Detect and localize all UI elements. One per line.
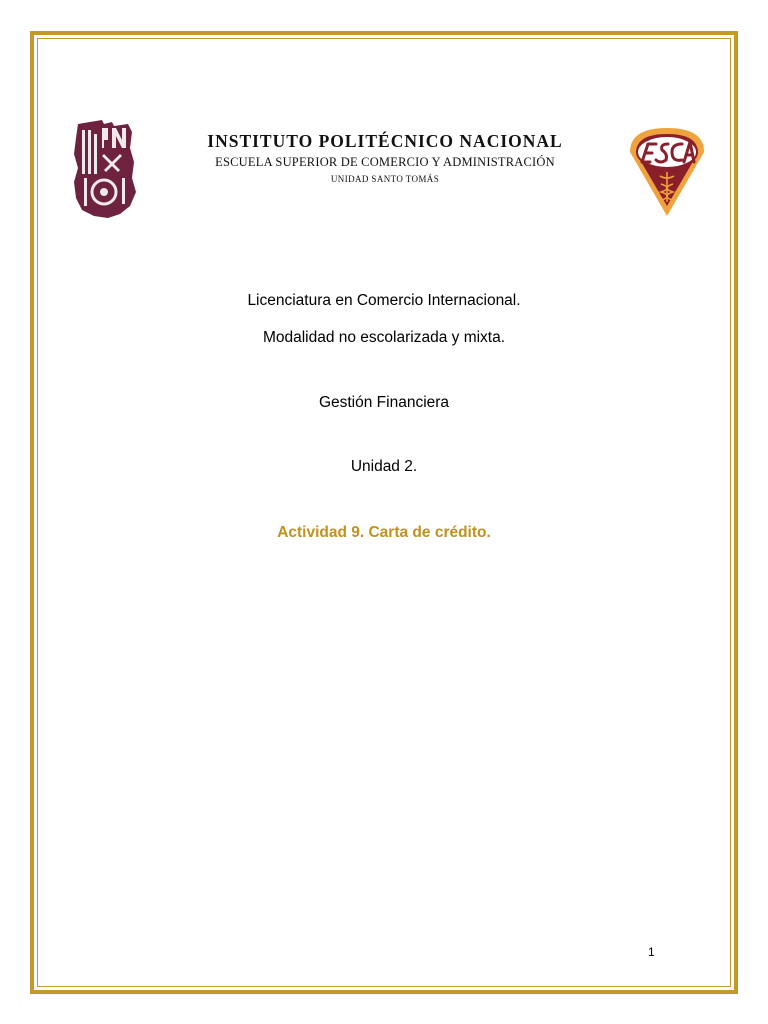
activity-title: Actividad 9. Carta de crédito. — [277, 524, 491, 541]
ipn-logo-icon — [68, 118, 144, 222]
esca-logo-icon — [624, 122, 710, 220]
page-number: 1 — [648, 945, 655, 959]
modality-title: Modalidad no escolarizada y mixta. — [262, 329, 506, 346]
campus-name: UNIDAD SANTO TOMÁS — [330, 174, 440, 184]
school-name: ESCUELA SUPERIOR DE COMERCIO Y ADMINISTRACIÓN — [215, 155, 555, 169]
institution-name: INSTITUTO POLITÉCNICO NACIONAL — [207, 131, 563, 151]
subject-title: Gestión Financiera — [318, 394, 450, 411]
degree-title: Licenciatura en Comercio Internacional. — [247, 292, 521, 309]
unit-title: Unidad 2. — [350, 458, 418, 475]
